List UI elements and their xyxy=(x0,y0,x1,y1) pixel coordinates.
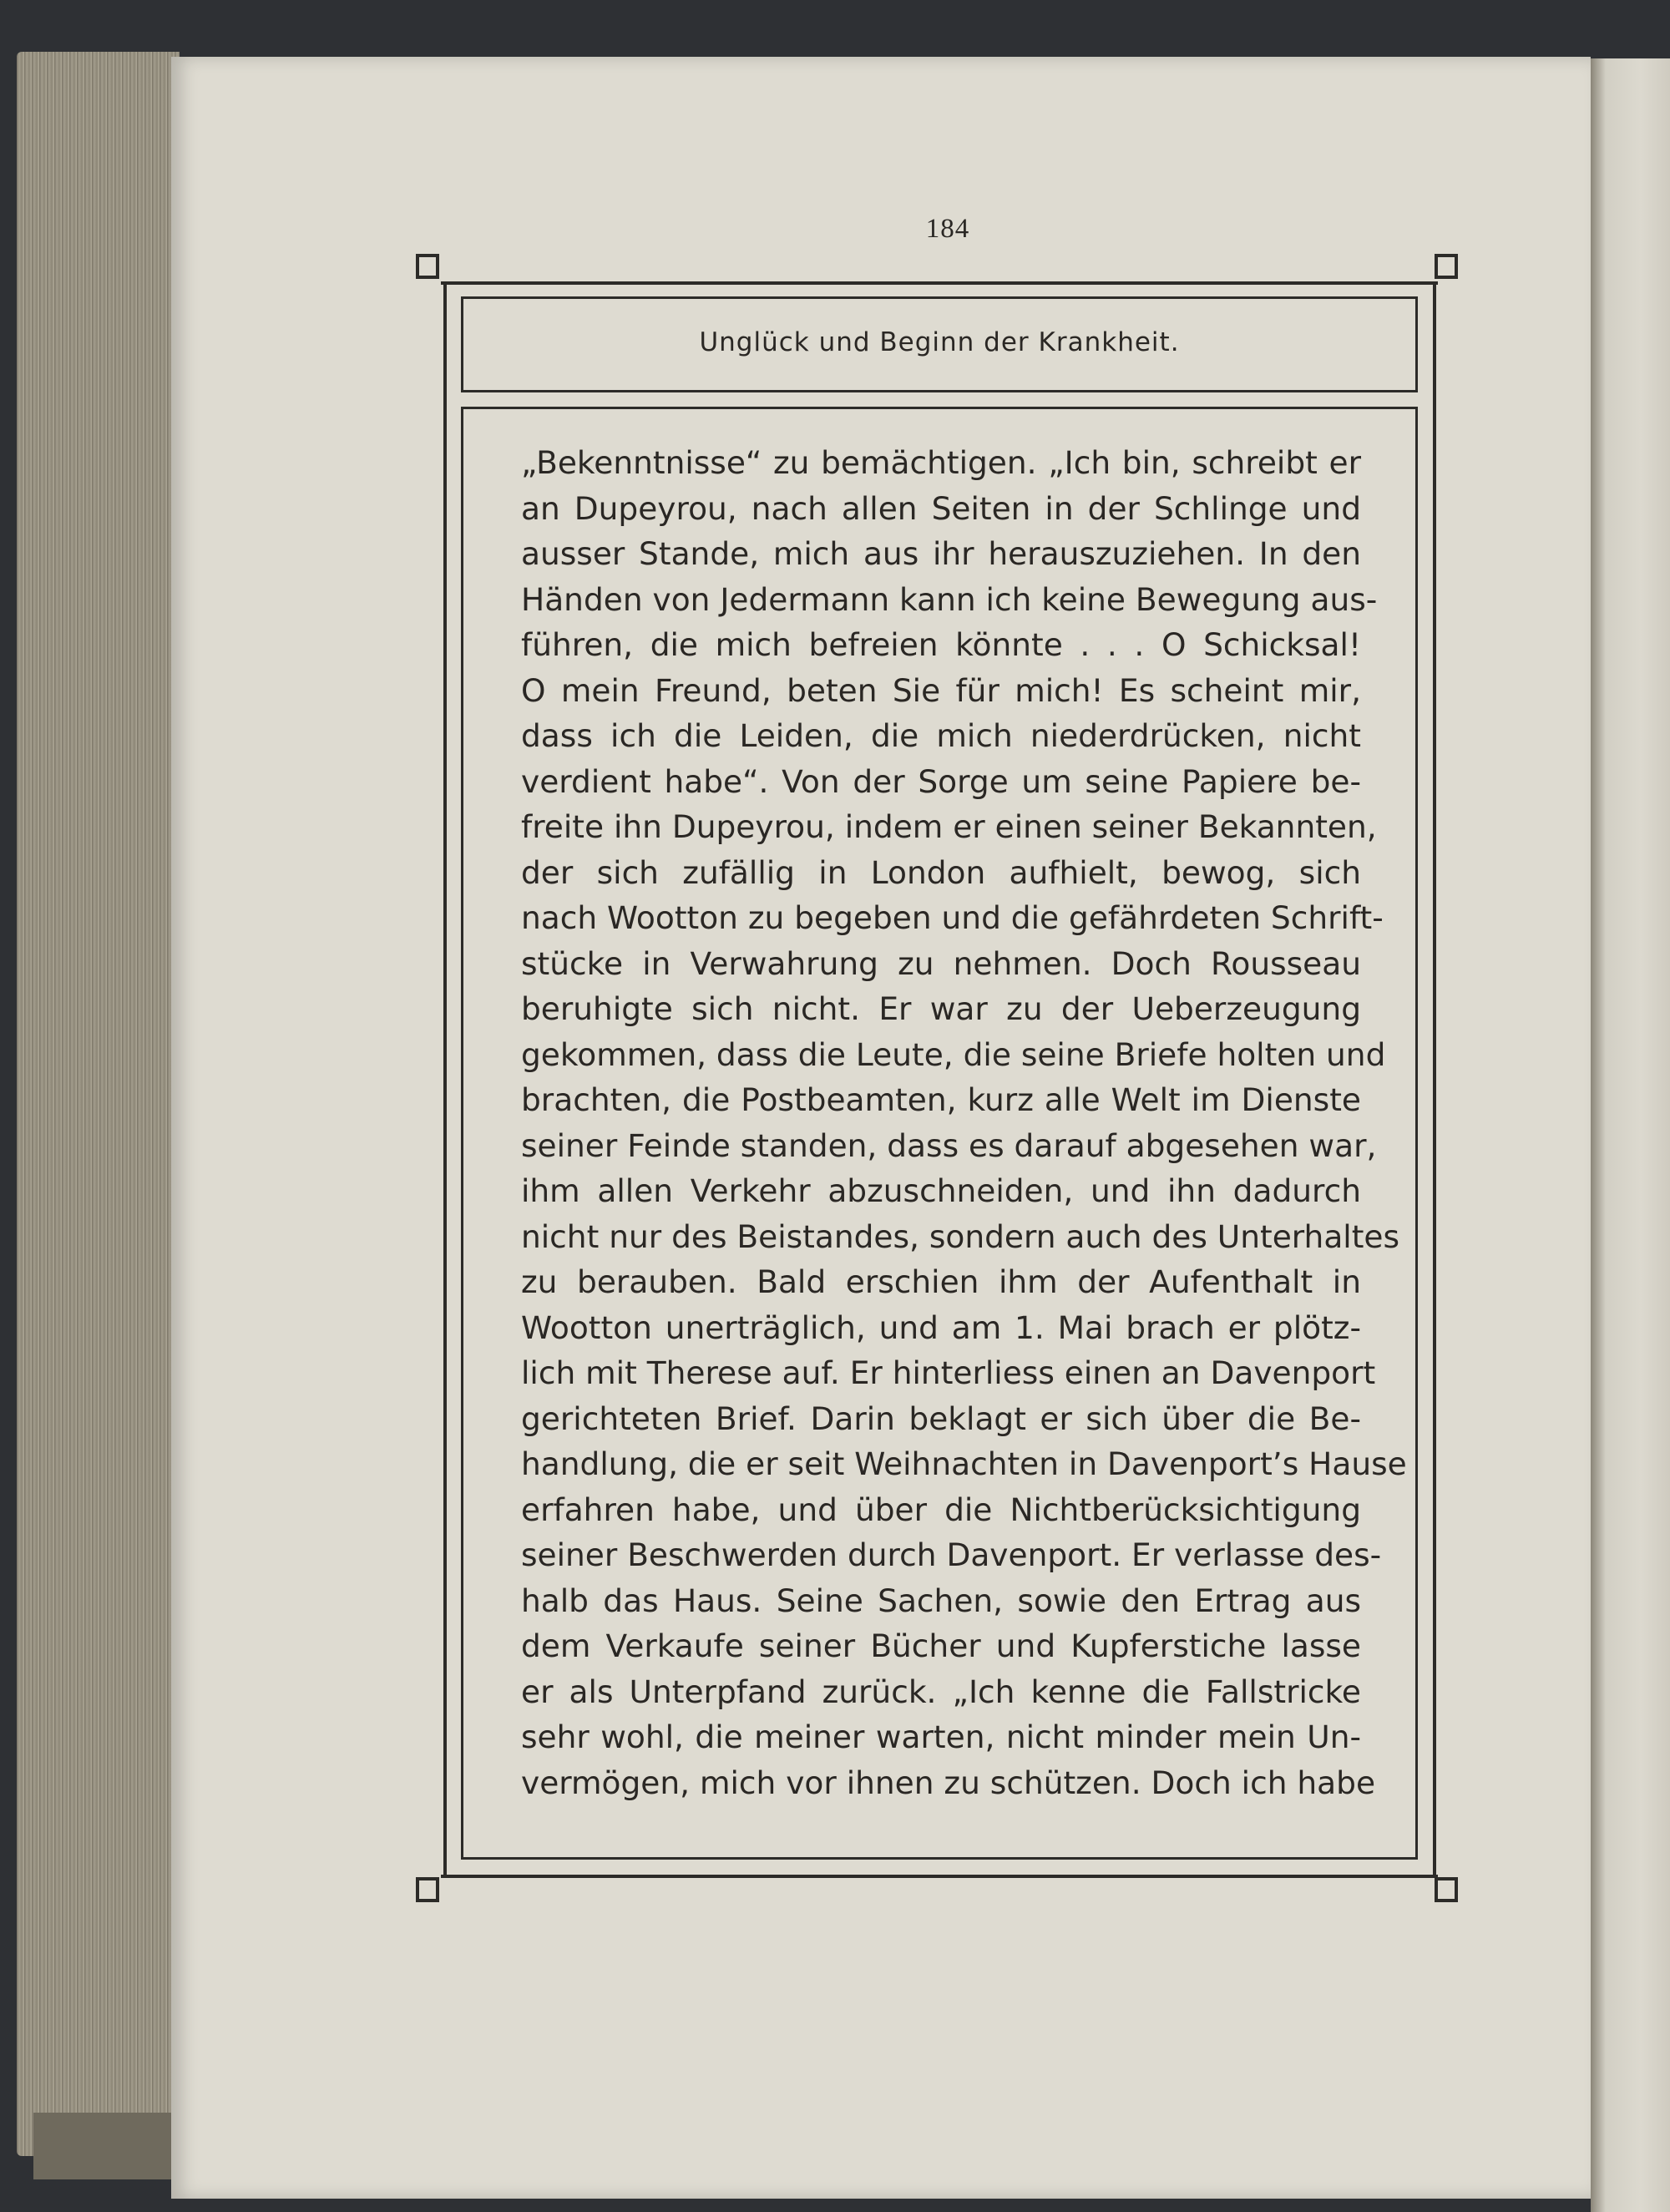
text-line: gerichteten Brief. Darin beklagt er sich über die Be- xyxy=(521,1400,1361,1437)
book-page-edges xyxy=(17,52,180,2156)
text-line: vermögen, mich vor ihnen zu schützen. Doch ich habe xyxy=(521,1764,1376,1801)
text-line: handlung, die er seit Weihnachten in Davenport’s Hause xyxy=(521,1445,1407,1482)
frame-left-rule xyxy=(443,281,447,1878)
text-line: Händen von Jedermann kann ich keine Bewegung aus- xyxy=(521,580,1378,618)
text-line: halb das Haus. Seine Sachen, sowie den Ertrag aus xyxy=(521,1582,1361,1619)
frame-corner-bottom-right xyxy=(1435,1877,1458,1902)
text-line: zu berauben. Bald erschien ihm der Aufenthalt in xyxy=(521,1263,1361,1300)
text-line: nach Wootton zu begeben und die gefährdeten Schrift- xyxy=(521,899,1384,936)
text-line: er als Unterpfand zurück. „Ich kenne die Fallstricke xyxy=(521,1673,1361,1710)
frame-corner-top-right xyxy=(1435,254,1458,279)
text-line: ausser Stande, mich aus ihr herauszuziehen. In den xyxy=(521,535,1361,572)
text-line: erfahren habe, und über die Nichtberücksichtigung xyxy=(521,1491,1361,1528)
text-line: verdient habe“. Von der Sorge um seine Papiere be- xyxy=(521,762,1361,800)
text-line: beruhigte sich nicht. Er war zu der Ueberzeugung xyxy=(521,990,1361,1027)
text-line: „Bekenntnisse“ zu bemächtigen. „Ich bin, schreibt er xyxy=(521,444,1361,481)
text-line: stücke in Verwahrung zu nehmen. Doch Rousseau xyxy=(521,944,1361,982)
page-number: 184 xyxy=(925,214,970,244)
text-line: gekommen, dass die Leute, die seine Briefe holten und xyxy=(521,1035,1386,1073)
frame-bottom-rule xyxy=(441,1875,1438,1878)
text-line: führen, die mich befreien könnte . . . O Schicksal! xyxy=(521,626,1361,663)
running-head: Unglück und Beginn der Krankheit. xyxy=(699,327,1180,357)
text-line: O mein Freund, beten Sie für mich! Es scheint mir, xyxy=(521,671,1361,709)
frame-corner-bottom-left xyxy=(416,1877,439,1902)
frame-right-rule xyxy=(1433,281,1436,1878)
text-line: seiner Beschwerden durch Davenport. Er verlasse des- xyxy=(521,1536,1382,1573)
text-line: nicht nur des Beistandes, sondern auch des Unterhaltes xyxy=(521,1217,1400,1255)
text-line: an Dupeyrou, nach allen Seiten in der Schlinge und xyxy=(521,489,1361,527)
text-line: dem Verkaufe seiner Bücher und Kupferstiche lasse xyxy=(521,1627,1361,1664)
text-line: lich mit Therese auf. Er hinterliess einen an Davenport xyxy=(521,1354,1376,1391)
text-line: dass ich die Leiden, die mich niederdrücken, nicht xyxy=(521,717,1361,754)
frame-top-rule xyxy=(441,281,1438,285)
text-line: ihm allen Verkehr abzuschneiden, und ihn dadurch xyxy=(521,1172,1361,1209)
text-line: freite ihn Dupeyrou, indem er einen seiner Bekannten, xyxy=(521,808,1377,845)
text-line: der sich zufällig in London aufhielt, bewog, sich xyxy=(521,853,1361,891)
frame-corner-top-left xyxy=(416,254,439,279)
text-line: sehr wohl, die meiner warten, nicht minder mein Un- xyxy=(521,1718,1361,1755)
text-line: brachten, die Postbeamten, kurz alle Welt im Dienste xyxy=(521,1081,1361,1118)
facing-page-edge xyxy=(1591,58,1670,2212)
body-text xyxy=(521,440,1407,1805)
text-line: Wootton unerträglich, und am 1. Mai brach er plötz- xyxy=(521,1308,1361,1346)
book-cover-edge xyxy=(33,2113,184,2179)
text-line: seiner Feinde standen, dass es darauf abgesehen war, xyxy=(521,1126,1377,1164)
